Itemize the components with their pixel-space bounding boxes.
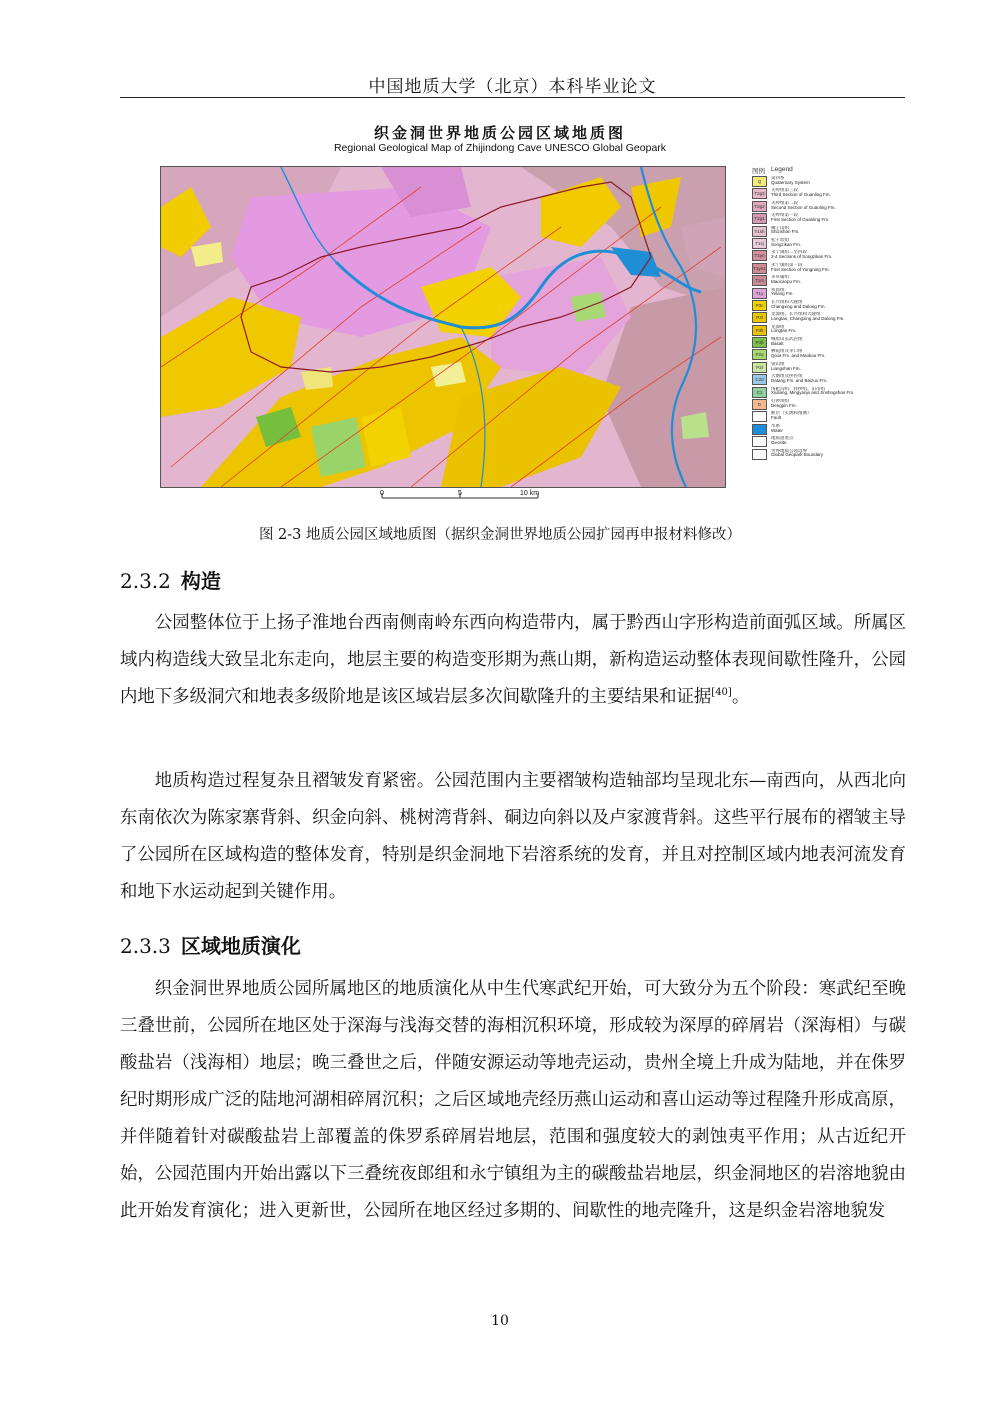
legend-swatch: T2g2 [752,201,767,212]
legend-label-en: Maocaopu Fm. [771,278,802,284]
legend-swatch: P3lt [752,325,767,336]
legend-item [752,399,862,411]
legend-swatch: D [752,399,767,410]
legend-label [771,300,826,310]
legend-label [771,449,823,459]
legend-item [752,226,862,238]
legend-header [752,166,862,176]
legend-label-cn: 关岭组第二段 [771,200,798,205]
legend-label-en: Songzikan Fm. [771,241,802,247]
legend-item [752,250,862,262]
legend-label-en: Liangshan Fm. [771,365,801,371]
legend-label [771,349,825,359]
legend-item [752,213,862,225]
legend-label-en: Xiuliang, Mingyanje and Jinshngshan Fm. [771,390,855,396]
legend-label [771,411,812,421]
legend-label-cn: 茅草铺组 [771,275,789,280]
section-heading-232 [120,565,221,594]
legend-swatch [752,411,767,422]
legend-swatch: T1sh [752,226,767,237]
legend-item [752,337,862,349]
legend-label-en: Shizishan Fm. [771,229,800,235]
paragraph-evolution: 织金洞世界地质公园所属地区的地质演化从中生代寒武纪开始，可大致分为五个阶段：寒武纪至晚三叠世前，公园所在地区处于深海与浅海交替的海相沉积环境，形成较为深厚的碎屑岩（深海相）与碳酸盐岩（浅海相）地层；晚三叠世之后，伴随安源运动等地壳运动，贵州全境上升成为陆地，并在侏罗纪时期形成广泛的陆地河湖相碎屑沉积；之后区域地壳经历燕山运动和喜山运动等过程隆升形成高原，并伴随着针对碳酸盐岩上部覆盖的侏罗系碎屑岩地层，范围和强度较大的剥蚀夷平作用；从古近纪开始，公园范围内开始出露以下三叠统夜郎组和永宁镇组为主的碳酸盐岩地层，织金洞地区的岩溶地貌由此开始发育演化；进入更新世，公园所在地区经过多期的、间歇性的地壳隆升，这是织金岩溶地貌发 [120,979,906,1221]
scale-tick-0: 0 [380,490,384,497]
legend-item [752,300,862,312]
legend-label-en: Qixia Fm. and Maokou Fm. [771,353,826,359]
legend-label-cn: 世界地质公园边界 [771,448,807,453]
legend-swatch: T1m [752,275,767,286]
paragraph-structure-2: 地质构造过程复杂且褶皱发育紧密。公园范围内主要褶皱构造轴部均呈现北东—南西向，从西北向东南依次为陈家寨背斜、织金向斜、桃树湾背斜、硐边向斜以及卢家渡背斜。这些平行展布的褶皱主导了公园所在区域构造的整体发育，特别是织金洞地下岩溶系统的发育，并且对控制区域内地表河流发育和地下水运动起到关键作用。 [120,771,906,902]
legend-label [771,176,810,186]
legend-item [752,436,862,448]
section-number: 2.3.3 [120,934,171,958]
legend-item [752,349,862,361]
legend-item [752,312,862,324]
legend-swatch: C1 [752,387,767,398]
legend-item [752,275,862,287]
legend-label-cn: 永宁镇组二至四段 [771,250,807,255]
legend-label [771,238,801,248]
legend-label-en: Longtan Fm. [771,328,797,334]
section-number: 2.3.2 [120,569,171,593]
citation: [40] [711,687,732,699]
legend-swatch [752,449,767,460]
legend-label [771,337,803,347]
legend-label-cn: 永宁镇组第一段 [771,262,803,267]
legend-swatch [752,436,767,447]
legend-label-en: First Section of Guanling Fm. [771,216,830,222]
figure-caption: 图 2-3 地质公园区域地质图（据织金洞世界地质公园扩园再申报材料修改） [258,527,742,543]
legend-label [771,201,836,211]
legend-label [771,312,845,322]
header-rule [120,97,905,98]
legend-label-cn: 打锣坝组 [771,399,789,404]
legend-swatch: T1yn1 [752,263,767,274]
legend-title-en: Legend [771,166,793,173]
page-number: 10 [491,1313,509,1329]
legend-label-en: 2-4 Sections of Songzikan Fm. [771,254,833,260]
map-legend [752,166,862,500]
geological-map-drawing [161,167,725,487]
legend-item [752,411,862,423]
legend-label [771,374,827,384]
section-title: 区域地质演化 [180,934,301,958]
legend-label-cn: 松子坎组 [771,237,789,242]
legend-label [771,188,831,198]
legend-swatch: T2g3 [752,188,767,199]
paragraph-end: 。 [731,687,750,707]
legend-label-en: Quaternary System [771,179,810,185]
legend-label-cn: 狮子山组 [771,225,789,230]
legend-item [752,387,862,399]
legend-swatch: T1sj [752,238,767,249]
scale-bar [370,490,545,510]
scale-tick-5: 5 [458,490,462,497]
legend-item [752,263,862,275]
legend-list [752,176,862,461]
legend-label-en: Changxing and Dalong Fm. [771,303,826,309]
legend-label-cn: 长兴组和大隆组 [771,299,803,304]
legend-swatch: T1yn [752,250,767,261]
legend-label-cn: 第四系 [771,176,785,180]
legend-swatch [752,424,767,435]
legend-label-en: Global Geopark Boundary [771,452,824,458]
legend-label [771,424,783,434]
legend-item [752,362,862,374]
legend-label-cn: 梁山组 [771,361,785,366]
legend-label-en: Dengpin Fm. [771,402,797,408]
legend-label [771,263,830,273]
legend-label-cn: 夜郎组 [771,287,785,292]
legend-item [752,201,862,213]
legend-label-cn: 龙潭组、长兴组和大隆组 [771,312,821,317]
legend-swatch: P2l [752,362,767,373]
legend-item [752,325,862,337]
legend-title-cn: 图例 [752,168,765,175]
legend-item [752,449,862,461]
section-title: 构造 [180,569,221,593]
legend-label-cn: 龙潭组 [771,324,785,329]
map-title-cn: 织金洞世界地质公园区域地质图 [373,124,626,142]
legend-label-en: Yelang Fm. [771,291,794,297]
legend-item [752,238,862,250]
legend-label-en: Basalt [771,340,784,346]
legend-item [752,424,862,436]
legend-swatch: T1y [752,288,767,299]
legend-label-cn: 水系 [771,423,780,428]
legend-label-en: Third Section of Guanling Fm. [771,192,831,198]
legend-label-en: Second Section of Guanling Fm. [771,204,836,210]
legend-label [771,226,800,236]
legend-item [752,176,862,188]
legend-label-cn: 关岭组第三段 [771,188,798,193]
legend-label [771,362,801,372]
legend-label [771,399,797,409]
paragraph-structure-1 [120,605,906,716]
legend-label [771,275,801,285]
legend-label-en: Fault [771,415,782,421]
geological-map [160,166,726,488]
legend-label-cn: 汤耙沟组、祥摆组、旧司组 [771,386,825,391]
legend-item [752,374,862,386]
legend-swatch: P3c [752,300,767,311]
legend-swatch: Q [752,176,767,187]
legend-item [752,188,862,200]
legend-label-cn: 峨眉山玄武岩组 [771,337,803,342]
legend-label [771,325,796,335]
section-heading-233 [120,930,301,959]
legend-item [752,288,862,300]
legend-label-cn: 地质遗迹点 [771,436,794,441]
legend-label-en: Longtan, Changxing and Dalong Fm. [771,316,845,322]
legend-swatch: C2d [752,374,767,385]
legend-label-en: First Section of Yongning Fm. [771,266,830,272]
legend-label-en: Datang Fm. and Baizuo Fm. [771,378,828,384]
legend-label [771,250,832,260]
legend-swatch: P3β [752,337,767,348]
legend-label [771,387,854,397]
legend-swatch: P2q [752,349,767,360]
legend-label [771,213,829,223]
legend-label-cn: 断层（实测和推测） [771,411,812,416]
legend-label-cn: 栖霞组及茅口组 [771,349,803,354]
running-header: 中国地质大学（北京）本科毕业论文 [368,77,657,97]
legend-label-en: Water [771,427,783,433]
legend-label-cn: 大塘组及摆佐组 [771,374,803,379]
paragraph-text: 公园整体位于上扬子淮地台西南侧南岭东西向构造带内，属于黔西山字形构造前面弧区域。所属区域内构造线大致呈北东走向，地层主要的构造变形期为燕山期，新构造运动整体表现间歇性隆升，公园内地下多级洞穴和地表多级阶地是该区域岩层多次间歇隆升的主要结果和证据 [120,613,906,707]
legend-label [771,288,794,298]
legend-swatch: P3l [752,312,767,323]
legend-swatch: T2g1 [752,213,767,224]
legend-label-en: Geosite [771,440,787,445]
legend-label [771,436,794,446]
legend-label-cn: 关岭组第一段 [771,213,798,218]
scale-tick-10: 10 km [520,490,540,497]
map-title-en: Regional Geological Map of Zhijindong Cave UNESCO Global Geopark [333,142,667,154]
